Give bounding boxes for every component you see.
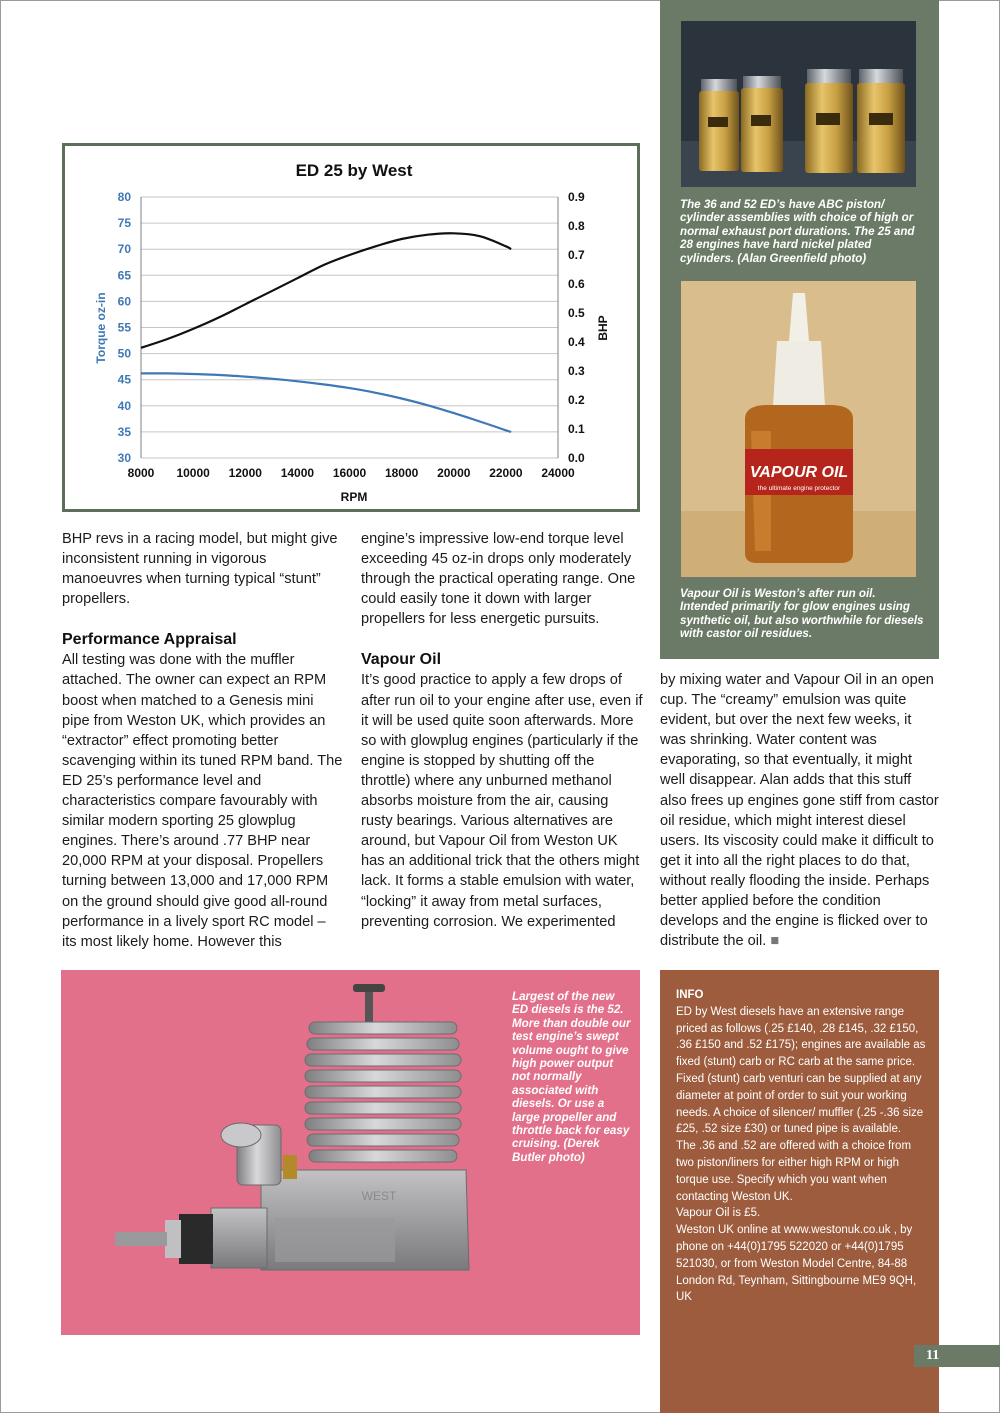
bhp-line bbox=[141, 233, 511, 348]
caption-cylinders: The 36 and 52 ED’s have ABC piston/ cylinder assemblies with choice of high or normal exhaust port durations. The 25 and 28 engines have hard nickel plated cylinders. (Alan Greenfield photo) bbox=[680, 198, 915, 265]
y-tick-label: 50 bbox=[117, 346, 131, 361]
heading-vapour-oil: Vapour Oil bbox=[361, 651, 442, 669]
engine-mark: WEST bbox=[361, 1189, 397, 1203]
end-mark-icon: ■ bbox=[770, 933, 780, 950]
paragraph: It’s good practice to apply a few drops of after run oil to your engine after use, even if it will be used quite soon afterwards. More so with glowplug engines (particularly if the engine is stopped by shutting off the throttle) where any unburned methanol absorbs moisture from the air, causing rusty bearings. Various alternatives are around, but Vapour Oil from Weston UK has an additional trick that the others might lack. It forms a stable emulsion with water, “locking” it away from metal surfaces, preventing corrosion. We experimented bbox=[361, 672, 643, 930]
page-number: 11 bbox=[914, 1345, 1000, 1367]
cylinders-photo bbox=[681, 21, 916, 187]
y2-tick-label: 0.0 bbox=[568, 451, 585, 465]
left-axis-ticks bbox=[118, 190, 132, 465]
y-tick-label: 55 bbox=[117, 320, 131, 335]
caption-engine: Largest of the new ED diesels is the 52. More than double our test engine’s swept volume ought to give high power output not normally associated with diesels. Or use a large propeller and throttle back for easy cruising. (Derek Butler photo) bbox=[512, 990, 631, 1164]
torque-bhp-chart bbox=[62, 143, 640, 512]
torque-line bbox=[141, 373, 511, 432]
x-tick-label: 12000 bbox=[228, 466, 262, 480]
paragraph-text: by mixing water and Vapour Oil in an open cup. The “creamy” emulsion was quite evident, but over the next few weeks, it was shrinking. Water content was evaporating, so that eventually, it might well disappear. Alan adds that this stuff also frees up engines gone stiff from castor oil residue, which might interest diesel users. Its viscosity could make it difficult to get it into all the right places to do that, without really flooding the inside. Perhaps better applied before the condition develops and the engine is flicked over to distribute the oil. bbox=[660, 672, 939, 950]
x-tick-label: 16000 bbox=[332, 466, 367, 480]
x-tick-label: 18000 bbox=[384, 466, 419, 480]
y-tick-label: 60 bbox=[117, 294, 131, 309]
y-tick-label: 75 bbox=[117, 216, 131, 231]
info-paragraph: Vapour Oil is £5. bbox=[676, 1207, 761, 1220]
y2-tick-label: 0.1 bbox=[568, 422, 585, 436]
y-tick-label: 70 bbox=[117, 242, 131, 257]
x-tick-label: 24000 bbox=[541, 466, 575, 480]
chart-grid bbox=[141, 197, 558, 458]
x-tick-label: 14000 bbox=[280, 466, 315, 480]
y-tick-label: 40 bbox=[117, 398, 131, 413]
info-paragraph: ED by West diesels have an extensive range priced as follows (.25 £140, .28 £145, .32 £150, .36 £150 and .52 £175); engines are available as fixed (stunt) carb or RC carb at the same price. Fixed (stunt) carb venturi can be supplied at any diameter at point of order to suit your working needs. A choice of silencer/ muffler (.25 -.36 size £25, .52 size £30) or tuned pipe is available. bbox=[676, 1005, 926, 1136]
x-tick-label: 10000 bbox=[176, 466, 210, 480]
x-axis-label: RPM bbox=[340, 490, 368, 504]
y2-tick-label: 0.5 bbox=[568, 306, 585, 320]
paragraph: All testing was done with the muffler attached. The owner can expect an RPM boost when matched to a Genesis mini pipe from Weston UK, which provides an “extractor” effect promoting better scavenging within its tuned RPM band. The ED 25’s performance level and characteristics compare favourably with similar modern sporting 25 glowplug engines. There’s around .77 BHP near 20,000 RPM at your disposal. Propellers turning between 13,000 and 17,000 RPM on the ground should give good all-round performance in a lively sport RC model – its most likely home. However this bbox=[62, 652, 343, 950]
y-tick-label: 45 bbox=[117, 372, 131, 387]
paragraph: BHP revs in a racing model, but might give inconsistent running in vigorous manoeuvres when turning typical “stunt” propellers. bbox=[62, 531, 338, 608]
vapour-oil-photo bbox=[681, 281, 916, 577]
chart-title: ED 25 by West bbox=[295, 161, 413, 180]
y2-tick-label: 0.3 bbox=[568, 364, 585, 378]
y-axis-label: Torque oz-in bbox=[94, 292, 108, 364]
y2-tick-label: 0.4 bbox=[568, 335, 585, 349]
y2-tick-label: 0.6 bbox=[568, 277, 585, 291]
info-paragraph: Weston UK online at www.westonuk.co.uk , by phone on +44(0)1795 522020 or +44(0)1795 521030, or from Weston Model Centre, 84-88 London Rd, Teynham, Sittingbourne ME9 9QH, UK bbox=[676, 1224, 917, 1304]
y-tick-label: 65 bbox=[117, 268, 131, 283]
x-tick-label: 20000 bbox=[437, 466, 471, 480]
cylinders-illustration bbox=[681, 21, 916, 187]
y2-tick-label: 0.8 bbox=[568, 219, 585, 233]
y2-axis-label: BHP bbox=[596, 315, 610, 341]
y2-tick-label: 0.7 bbox=[568, 248, 585, 262]
chart-svg bbox=[65, 146, 637, 509]
bottle-illustration bbox=[681, 281, 916, 577]
y2-tick-label: 0.2 bbox=[568, 393, 585, 407]
info-text bbox=[676, 987, 928, 1306]
y-tick-label: 80 bbox=[117, 190, 131, 204]
y2-tick-label: 0.9 bbox=[568, 190, 585, 204]
bottle-tagline: the ultimate engine protector bbox=[757, 485, 841, 492]
text-column-3 bbox=[660, 670, 940, 951]
info-title: INFO bbox=[676, 989, 704, 1001]
paragraph bbox=[660, 670, 940, 951]
caption-vapour-oil: Vapour Oil is Weston’s after run oil. Intended primarily for glow engines using synthetic oil, but also worthwhile for diesels with castor oil residues. bbox=[680, 587, 924, 641]
info-paragraph: The .36 and .52 are offered with a choice from two piston/liners for either high RPM or high torque use. Specify which you want when contacting Weston UK. bbox=[676, 1140, 912, 1203]
x-axis-ticks bbox=[128, 466, 575, 480]
bottle-brand: VAPOUR OIL bbox=[749, 464, 849, 481]
heading-performance-appraisal: Performance Appraisal bbox=[62, 631, 237, 649]
text-column-2 bbox=[361, 529, 643, 932]
x-tick-label: 22000 bbox=[489, 466, 523, 480]
y-tick-label: 30 bbox=[117, 451, 131, 465]
chart-series bbox=[141, 233, 511, 432]
y-tick-label: 35 bbox=[117, 424, 131, 439]
right-axis-ticks bbox=[568, 190, 585, 465]
text-column-1 bbox=[62, 529, 344, 952]
x-tick-label: 8000 bbox=[127, 466, 155, 480]
paragraph: engine’s impressive low-end torque level exceeding 45 oz-in drops only moderately through the practical operating range. One could easily tone it down with larger propellers for less energetic pursuits. bbox=[361, 531, 636, 628]
